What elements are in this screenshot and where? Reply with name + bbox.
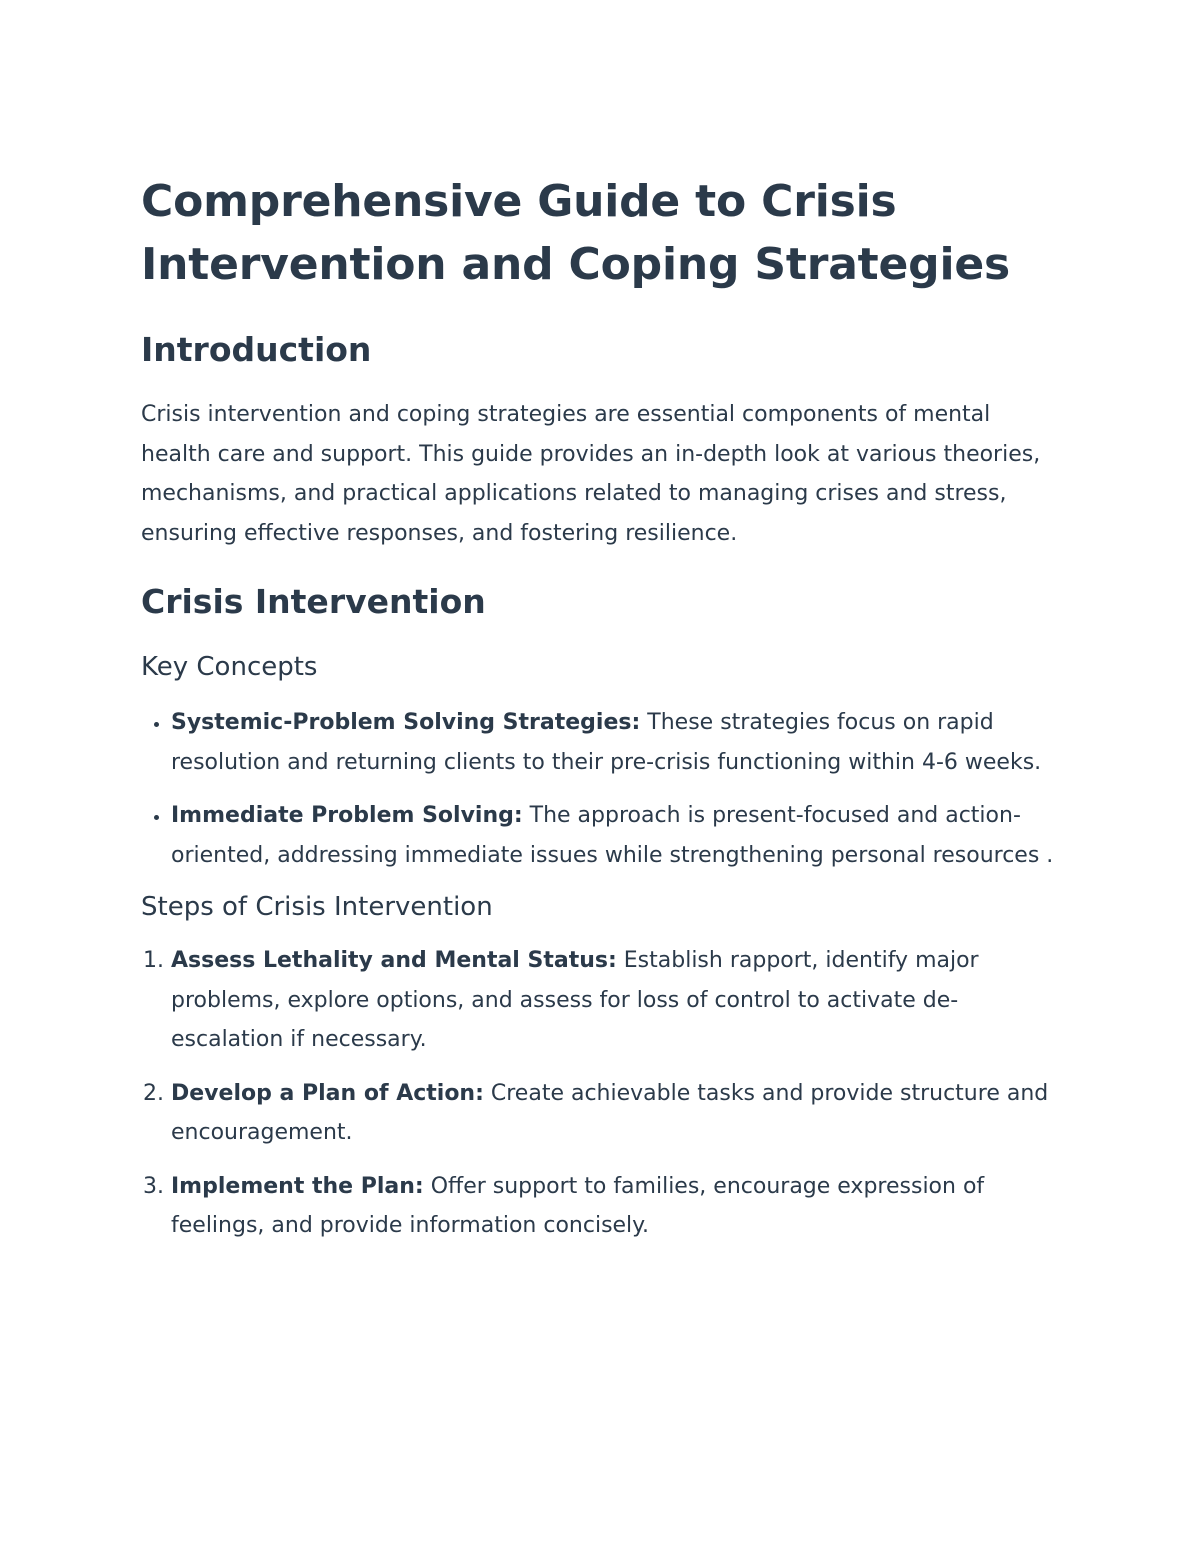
list-item-term: Assess Lethality and Mental Status: bbox=[171, 948, 617, 973]
list-item bbox=[171, 703, 1060, 782]
list-item-text: Establish rapport, identify major problems, explore options, and assess for loss of control to activate de-escalation if necessary. bbox=[171, 948, 979, 1052]
document-title: Comprehensive Guide to Crisis Intervention and Coping Strategies bbox=[141, 176, 1010, 290]
list-item bbox=[171, 796, 1060, 875]
list-item bbox=[171, 1074, 1060, 1153]
section-heading-introduction: Introduction bbox=[141, 330, 372, 369]
list-item bbox=[171, 941, 1060, 1060]
key-concepts-list bbox=[141, 703, 1060, 875]
subheading-key-concepts: Key Concepts bbox=[141, 652, 318, 682]
introduction-paragraph: Crisis intervention and coping strategies are essential components of mental health care and support. This guide provides an in-depth look at various theories, mechanisms, and practical applications related to managing crises and stress, ensuring effective responses, and fostering resilience. bbox=[141, 402, 1041, 546]
list-item-term: Implement the Plan: bbox=[171, 1173, 424, 1199]
list-item-text: The approach is present-focused and action-oriented, addressing immediate issues while strengthening personal resources . bbox=[171, 803, 1054, 868]
list-item-term: Systemic-Problem Solving Strategies: bbox=[171, 710, 641, 735]
steps-list bbox=[141, 941, 1060, 1246]
list-item-term: Immediate Problem Solving: bbox=[171, 803, 523, 828]
section-heading-crisis-intervention: Crisis Intervention bbox=[141, 582, 486, 621]
subheading-steps: Steps of Crisis Intervention bbox=[141, 892, 493, 922]
list-item bbox=[171, 1167, 1060, 1246]
list-item-text: These strategies focus on rapid resolution and returning clients to their pre-crisis functioning within 4-6 weeks. bbox=[171, 710, 1042, 775]
list-item-text: Offer support to families, encourage expression of feelings, and provide information concisely. bbox=[171, 1173, 985, 1238]
list-item-term: Develop a Plan of Action: bbox=[171, 1080, 484, 1106]
list-item-text: Create achievable tasks and provide structure and encouragement. bbox=[171, 1080, 1049, 1145]
